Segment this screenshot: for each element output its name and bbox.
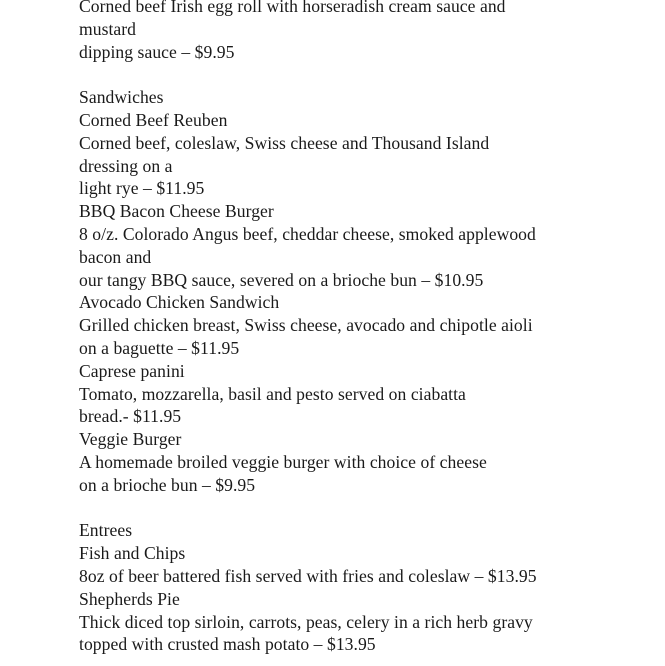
item-desc-line: A homemade broiled veggie burger with choice of cheese — [79, 451, 487, 472]
item-desc-line: on a brioche bun – $9.95 — [79, 474, 256, 495]
item-desc-line: Tomato, mozzarella, basil and pesto served on ciabatta — [79, 383, 466, 404]
item-name-shepherds-pie: Shepherds Pie — [79, 588, 180, 609]
item-desc-line: Corned beef, coleslaw, Swiss cheese and Thousand Island — [79, 132, 490, 153]
item-desc-line: 8 o/z. Colorado Angus beef, cheddar cheese, smoked applewood — [79, 223, 536, 244]
item-desc-line: light rye – $11.95 — [79, 178, 205, 199]
appetizer-desc-line-1: Corned beef Irish egg roll with horseradish cream sauce and — [79, 0, 506, 16]
appetizer-desc-line-3: dipping sauce – $9.95 — [79, 41, 235, 62]
section-spacer — [79, 497, 659, 520]
item-name-caprese-panini: Caprese panini — [79, 360, 185, 381]
item-desc-line: dressing on a — [79, 155, 173, 176]
item-desc-line: 8oz of beer battered fish served with fries and coleslaw – $13.95 — [79, 565, 537, 586]
item-desc-line: topped with crusted mash potato – $13.95 — [79, 634, 376, 655]
item-desc-line: on a baguette – $11.95 — [79, 337, 240, 358]
item-name-corned-beef-reuben: Corned Beef Reuben — [79, 109, 228, 130]
item-desc-line: bacon and — [79, 246, 152, 267]
item-desc-line: Grilled chicken breast, Swiss cheese, avocado and chipotle aioli — [79, 315, 533, 336]
item-name-bbq-bacon-cheese-burger: BBQ Bacon Cheese Burger — [79, 201, 274, 222]
section-spacer — [79, 63, 659, 86]
item-name-avocado-chicken-sandwich: Avocado Chicken Sandwich — [79, 292, 280, 313]
section-heading-sandwiches: Sandwiches — [79, 87, 164, 108]
item-desc-line: Thick diced top sirloin, carrots, peas, celery in a rich herb gravy — [79, 611, 533, 632]
item-name-veggie-burger: Veggie Burger — [79, 429, 182, 450]
item-name-fish-and-chips: Fish and Chips — [79, 543, 186, 564]
section-heading-entrees: Entrees — [79, 520, 133, 541]
menu-text-block — [79, 0, 659, 656]
item-desc-line: our tangy BBQ sauce, severed on a brioche bun – $10.95 — [79, 269, 484, 290]
appetizer-desc-line-2: mustard — [79, 18, 137, 39]
item-desc-line: bread.- $11.95 — [79, 406, 182, 427]
